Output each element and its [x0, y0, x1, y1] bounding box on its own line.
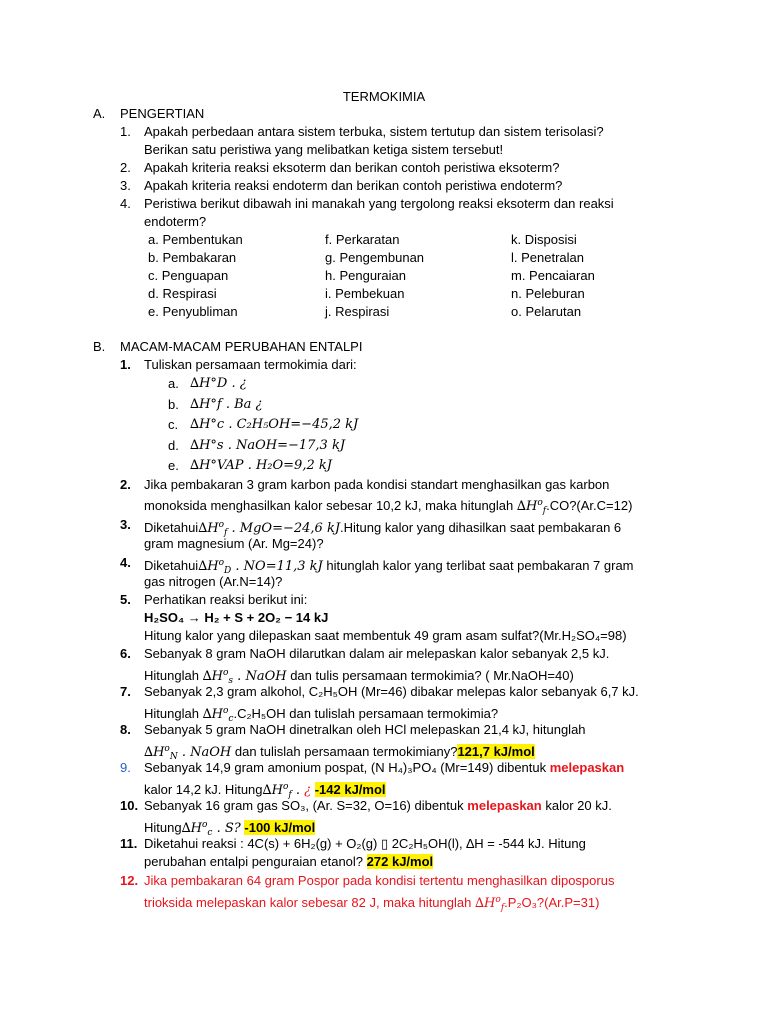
delta-h-s-symbol: $\Delta H^o_s$ . [202, 668, 246, 686]
q-b9-text: kalor 14,2 kJ. Hitung [144, 782, 263, 797]
q-b9-answer: -142 kJ/mol [314, 782, 386, 797]
q-a3-number: 3. [120, 178, 131, 193]
section-a-letter: A. [93, 106, 106, 121]
option-c: c. Penguapan [148, 268, 229, 283]
q-a1-line1: Apakah perbedaan antara sistem terbuka, sistem tertutup dan sistem terisolasi? [144, 124, 604, 139]
q-b7-intro: Hitunglah [144, 706, 199, 721]
q-b11-line1: Diketahui reaksi : 4C(s) + 6H₂(g) + O₂(g) ▯ 2C₂H₅OH(l), ∆H = -544 kJ. Hitung [144, 836, 586, 851]
sub-b-expression: ∆H°f . Ba ¿ [190, 397, 263, 412]
q-b6-intro: Hitunglah [144, 668, 199, 683]
q-b3-line2: gram magnesium (Ar. Mg=24)? [144, 536, 324, 551]
delta-h-f-symbol: $\Delta H^o_f$ . [198, 520, 240, 538]
q-b8-answer: 121,7 kJ/mol [457, 744, 535, 759]
q-b7-number: 7. [120, 684, 131, 699]
inverted-question-glyph: ¿ [304, 783, 312, 798]
q-b2-number: 2. [120, 477, 131, 492]
q-b2-line1: Jika pembakaran 3 gram karbon pada kondisi standart menghasilkan gas karbon [144, 477, 610, 492]
delta-h-c-symbol: $\Delta H^o_c$ . [181, 820, 225, 838]
option-j: j. Respirasi [325, 304, 390, 319]
q-b4-expression: NO=11,3 kJ [243, 559, 323, 574]
q-b9-intro: Sebanyak 14,9 gram amonium pospat, (N H₄)₃PO₄ (Mr=149) dibentuk [144, 760, 547, 775]
option-d: d. Respirasi [148, 286, 217, 301]
delta-h-f-symbol: $\Delta H^o_f$ . [262, 782, 305, 800]
q-b3-number: 3. [120, 517, 131, 532]
delta-h-f-symbol: $\Delta H^o_f$ [516, 498, 547, 516]
q-b11-line2 [144, 853, 433, 871]
q-b4-line2: gas nitrogen (Ar.N=14)? [144, 574, 283, 589]
q-b10-answer: -100 kJ/mol [244, 820, 316, 835]
q-b12-text: trioksida melepaskan kalor sebesar 82 J, maka hitunglah [144, 895, 472, 910]
option-h: h. Penguraian [325, 268, 406, 283]
delta-h-c-symbol: $\Delta H^o_c$ [202, 706, 234, 724]
option-a: a. Pembentukan [148, 232, 243, 247]
q-b6-expression: NaOH [245, 669, 287, 684]
sub-e-label: e. [168, 458, 179, 473]
page-title: TERMOKIMIA [342, 89, 426, 104]
q-a2-number: 2. [120, 160, 131, 175]
sub-e-expression: ∆H°VAP . H₂O=9,2 kJ [190, 458, 332, 473]
section-b-heading: MACAM-MACAM PERUBAHAN ENTALPI [120, 339, 363, 354]
q-b10-text: Hitung [144, 820, 182, 835]
sub-a-label: a. [168, 376, 179, 391]
option-i: i. Pembekuan [325, 286, 405, 301]
option-n: n. Peleburan [511, 286, 585, 301]
q-a4-line2: endoterm? [144, 214, 207, 229]
q-b12-number: 12. [120, 873, 139, 888]
q-b8-number: 8. [120, 722, 131, 737]
q-b6-number: 6. [120, 646, 131, 661]
q-a1-line2: Berikan satu peristiwa yang melibatkan ketiga sistem tersebut! [144, 142, 504, 157]
q-b3-expression: MgO=−24,6 kJ [239, 521, 341, 536]
sub-a-expression: ∆H°D . ¿ [190, 376, 247, 391]
sub-c-expression: ∆H°c . C₂H₅OH=−45,2 kJ [190, 417, 359, 432]
q-b4-intro: Diketahui [144, 558, 199, 573]
q-b7-rest: .C₂H₅OH dan tulislah persamaan termokimia? [233, 706, 499, 721]
q-b3-rest: .Hitung kalor yang dihasilkan saat pembakaran 6 [340, 520, 622, 535]
q-b3-intro: Diketahui [144, 520, 199, 535]
q-b5-line3: Hitung kalor yang dilepaskan saat membentuk 49 gram asam sulfat?(Mr.H₂SO₄=98) [144, 628, 627, 643]
sub-d-expression: ∆H°s . NaOH=−17,3 kJ [190, 438, 346, 453]
option-b: b. Pembakaran [148, 250, 237, 265]
q-b8-rest: dan tulislah persamaan termokimiany? [234, 744, 458, 759]
delta-h-d-symbol: $\Delta H^o_D$ . [198, 558, 244, 576]
q-b10-expression: S? [224, 821, 241, 836]
delta-h-f-symbol: $\Delta H^o_f$ [474, 895, 505, 913]
q-b6-rest: dan tulis persamaan termokimia? ( Mr.NaOH=40) [290, 668, 574, 683]
option-m: m. Pencaiaran [511, 268, 595, 283]
q-b10-emphasis: melepaskan [467, 798, 542, 813]
q-b1-number: 1. [120, 357, 131, 372]
section-b-letter: B. [93, 339, 106, 354]
q-a4-number: 4. [120, 196, 131, 211]
q-a4-line1: Peristiwa berikut dibawah ini manakah yang tergolong reaksi eksoterm dan reaksi [144, 196, 614, 211]
option-f: f. Perkaratan [325, 232, 400, 247]
q-b9-line1 [144, 759, 624, 777]
q-b10-line1 [144, 797, 612, 815]
q-b8-expression: NaOH [190, 745, 232, 760]
delta-h-n-symbol: $\Delta H^o_N$ . [144, 744, 191, 762]
q-b5-line1: Perhatikan reaksi berikut ini: [144, 592, 308, 607]
q-b2-line2-tail: .CO?(Ar.C=12) [546, 498, 633, 513]
q-b10-rest: kalor 20 kJ. [545, 798, 612, 813]
q-b10-intro: Sebanyak 16 gram gas SO₃, (Ar. S=32, O=16) dibentuk [144, 798, 464, 813]
option-g: g. Pengembunan [325, 250, 425, 265]
section-a-heading: PENGERTIAN [120, 106, 205, 121]
q-b2-line2-text: monoksida menghasilkan kalor sebesar 10,2 kJ, maka hitunglah [144, 498, 514, 513]
q-b7-line1: Sebanyak 2,3 gram alkohol, C₂H₅OH (Mr=46) dibakar melepas kalor sebanyak 6,7 kJ. [144, 684, 639, 699]
q-b12-line1: Jika pembakaran 64 gram Pospor pada kondisi tertentu menghasilkan diposporus [144, 873, 615, 888]
q-b12-line2 [144, 891, 599, 917]
option-o: o. Pelarutan [511, 304, 582, 319]
sub-c-label: c. [168, 417, 179, 432]
q-b4-rest: hitunglah kalor yang terlibat saat pembakaran 7 gram [326, 558, 634, 573]
q-b5-number: 5. [120, 592, 131, 607]
sub-b-label: b. [168, 397, 179, 412]
q-b1-text: Tuliskan persamaan termokimia dari: [144, 357, 357, 372]
option-l: l. Penetralan [511, 250, 584, 265]
option-k: k. Disposisi [511, 232, 577, 247]
sub-d-label: d. [168, 438, 179, 453]
q-b9-emphasis: melepaskan [549, 760, 625, 775]
q-b12-tail: .P₂O₃?(Ar.P=31) [504, 895, 600, 910]
q-b11-number: 11. [120, 836, 138, 851]
q-b11-answer: 272 kJ/mol [366, 854, 434, 869]
q-b8-line1: Sebanyak 5 gram NaOH dinetralkan oleh HCl melepaskan 21,4 kJ, hitunglah [144, 722, 586, 737]
q-b4-number: 4. [120, 555, 131, 570]
option-e: e. Penyubliman [148, 304, 238, 319]
q-a1-number: 1. [120, 124, 131, 139]
q-a3-text: Apakah kriteria reaksi endoterm dan berikan contoh peristiwa endoterm? [144, 178, 563, 193]
q-b6-line1: Sebanyak 8 gram NaOH dilarutkan dalam air melepaskan kalor sebanyak 2,5 kJ. [144, 646, 610, 661]
q-b9-number: 9. [120, 760, 131, 775]
q-a2-text: Apakah kriteria reaksi eksoterm dan berikan contoh peristiwa eksoterm? [144, 160, 560, 175]
q-b10-number: 10. [120, 798, 139, 813]
q-b11-text: perubahan entalpi penguraian etanol? [144, 854, 364, 869]
q-b5-reaction: H₂SO₄ → H₂ + S + 2O₂ − 14 kJ [144, 610, 329, 625]
